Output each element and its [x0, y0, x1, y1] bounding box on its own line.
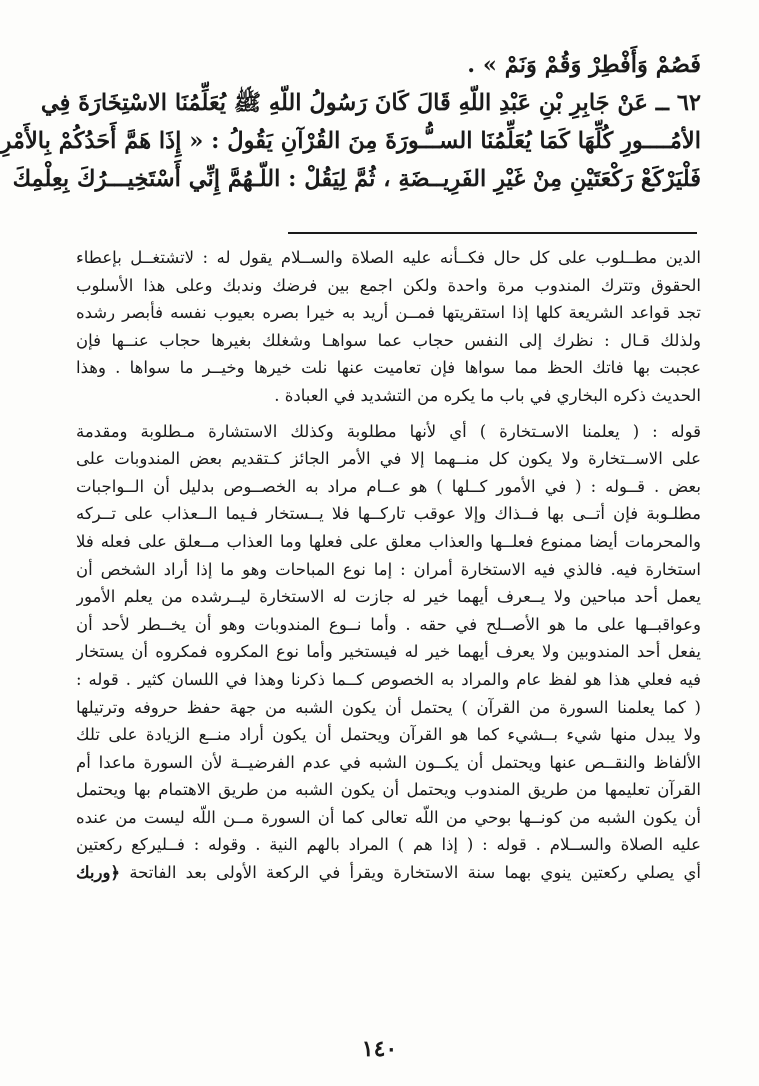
commentary-line: الألفاظ والنقــص عنها ويحتمل أن يكــون الشبه في عدم الفرضيــة لأن السورة ماعدا أم — [76, 752, 701, 772]
commentary-line: يفعل أحد المندوبين ولا يعرف أيهما خير له فيستخير وأما نوع المكروه فمكروه أن يستخار — [76, 642, 701, 662]
commentary-line: ولا يبدل منها شيء بــشيء كما هو القرآن ويحتمل أن يكون أراد منــع الزيادة على تلك — [76, 725, 701, 745]
commentary-line: عجبت بها فاتك الحظ مما سواها فإن تعاميت عنها نلت خيرها وخيــر ما سواها . وهذا — [76, 358, 701, 378]
hadith-line: الأمُــــورِ كُلِّهَا كَمَا يُعَلِّمُنَا الســُّـورَةَ مِنَ القُرْآنِ يَقُولُ : « إِذَا هَمَّ أَحَدُكُمْ بِالأَمْرِ — [0, 128, 701, 154]
commentary-line: والمحرمات أيضا ممنوع فعلــها والعذاب معلق على فعلها وما العذاب مــعلق على فعله فلا — [76, 531, 701, 551]
paragraph-gap — [76, 410, 701, 418]
hadith-line: فَلْيَرْكَعْ رَكْعَتَيْنِ مِنْ غَيْرِ الفَرِيــضَةِ ، ثُمَّ لِيَقُلْ : اللّـهُمَّ إِنِّي أَسْتَخِيـــرُكَ بِعِلْمِكَ — [12, 166, 701, 192]
commentary-line: مطلـوبة فإن أتــى بها فــذاك وإلا عوقب تاركــها فلا يــستخار فـيما الــعذاب على تــركه — [76, 504, 701, 524]
commentary-line: أن يكون الشبه من كونــها بوحي من اللّه تعالى كما أن السورة مــن اللّه ليست من عنده — [76, 807, 701, 827]
commentary-line: ولذلك قـال : نظرك إلى النفس حجاب عما سواهـا وشغلك بغيرها حجاب عنــها فإن — [76, 330, 701, 350]
commentary-line: استخارة فيه. فالذي فيه الاستخارة أمران : إما نوع المباحات وهو ما إذا أراد الشخص أن — [76, 559, 701, 579]
footnote-divider — [288, 232, 697, 234]
commentary-line: الدين مطــلوب على كل حال فكــأنه عليه الصلاة والســلام يقول له : لاتشتغــل بإعطاء — [76, 248, 701, 267]
commentary-line: الحديث ذكره البخاري في باب ما يكره من التشديد في العبادة . — [274, 385, 701, 405]
commentary-text — [76, 244, 701, 887]
commentary-line: الحقوق وتترك المندوب مرة واحدة ولكن اجمع بين فرضك وندبك وعلى هذا الأسلوب — [76, 275, 701, 295]
quran-quote-start: ﴿وربك — [76, 863, 121, 883]
commentary-line: بعض . قــوله : ( في الأمور كــلها ) هو عــام مراد به الخصــوص بدليل أن الــواجبات — [76, 476, 701, 496]
hadith-line: ٦٢ ــ عَنْ جَابِرِ بْنِ عَبْدِ اللّهِ قَالَ كَانَ رَسُولُ اللّهِ ﷺ يُعَلِّمُنَا الاسْتِخَارَةَ فِي — [40, 90, 701, 116]
page-number: ١٤٠ — [361, 1036, 398, 1062]
commentary-line: تجد قواعد الشريعة كلها إذا استقريتها فمــن أريد به خيرا بصره بعيوب نفسه فأبصر رشده — [76, 303, 701, 323]
commentary-line: ( كما يعلمنا السورة من القرآن ) يحتمل أن يكون الشبه من جهة حفظ حروفه وترتيلها — [76, 697, 701, 717]
commentary-line: يعمل أحد مباحين ولا يــعرف أيهما خير له جازت له الاستخارة ليــرشده من يعلم الأمور — [76, 587, 701, 607]
commentary-line: وعواقبــها على ما هو الأصــلح في حقه . وأما نــوع المندوبات وهو أن يخــطر لأحد أن — [76, 614, 701, 634]
commentary-line-last — [76, 859, 701, 887]
commentary-line: القرآن تعليمها من طريق المندوب ويحتمل أن يكون الشبه من طريق الاهتمام بها ويحتمل — [76, 780, 701, 800]
hadith-text — [0, 46, 701, 198]
commentary-line-text: أي يصلي ركعتين ينوي بهما سنة الاستخارة ويقرأ في الركعة الأولى بعد الفاتحة — [129, 863, 701, 883]
hadith-line: فَصُمْ وَأَفْطِرْ وَقُمْ وَنَمْ » . — [467, 52, 701, 78]
commentary-line: على الاســتخارة ولا يكون كل منــهما إلا في الأمر الجائز كـتقديم بعض المندوبات على — [76, 449, 701, 469]
commentary-line: فيه فعلي هذا هو لفظ عام والمراد به الخصوص كــما ذكرنا وهذا في اللسان كثير . قوله : — [76, 669, 701, 689]
commentary-line: عليه الصلاة والســلام . قوله : ( إذا هم ) المراد بالهم النية . وقوله : فــليركع ركعتين — [76, 835, 701, 855]
commentary-line: قوله : ( يعلمنا الاسـتخارة ) أي لأنها مطلوبة وكذلك الاستشارة مـطلوبة ومقدمة — [76, 421, 701, 441]
